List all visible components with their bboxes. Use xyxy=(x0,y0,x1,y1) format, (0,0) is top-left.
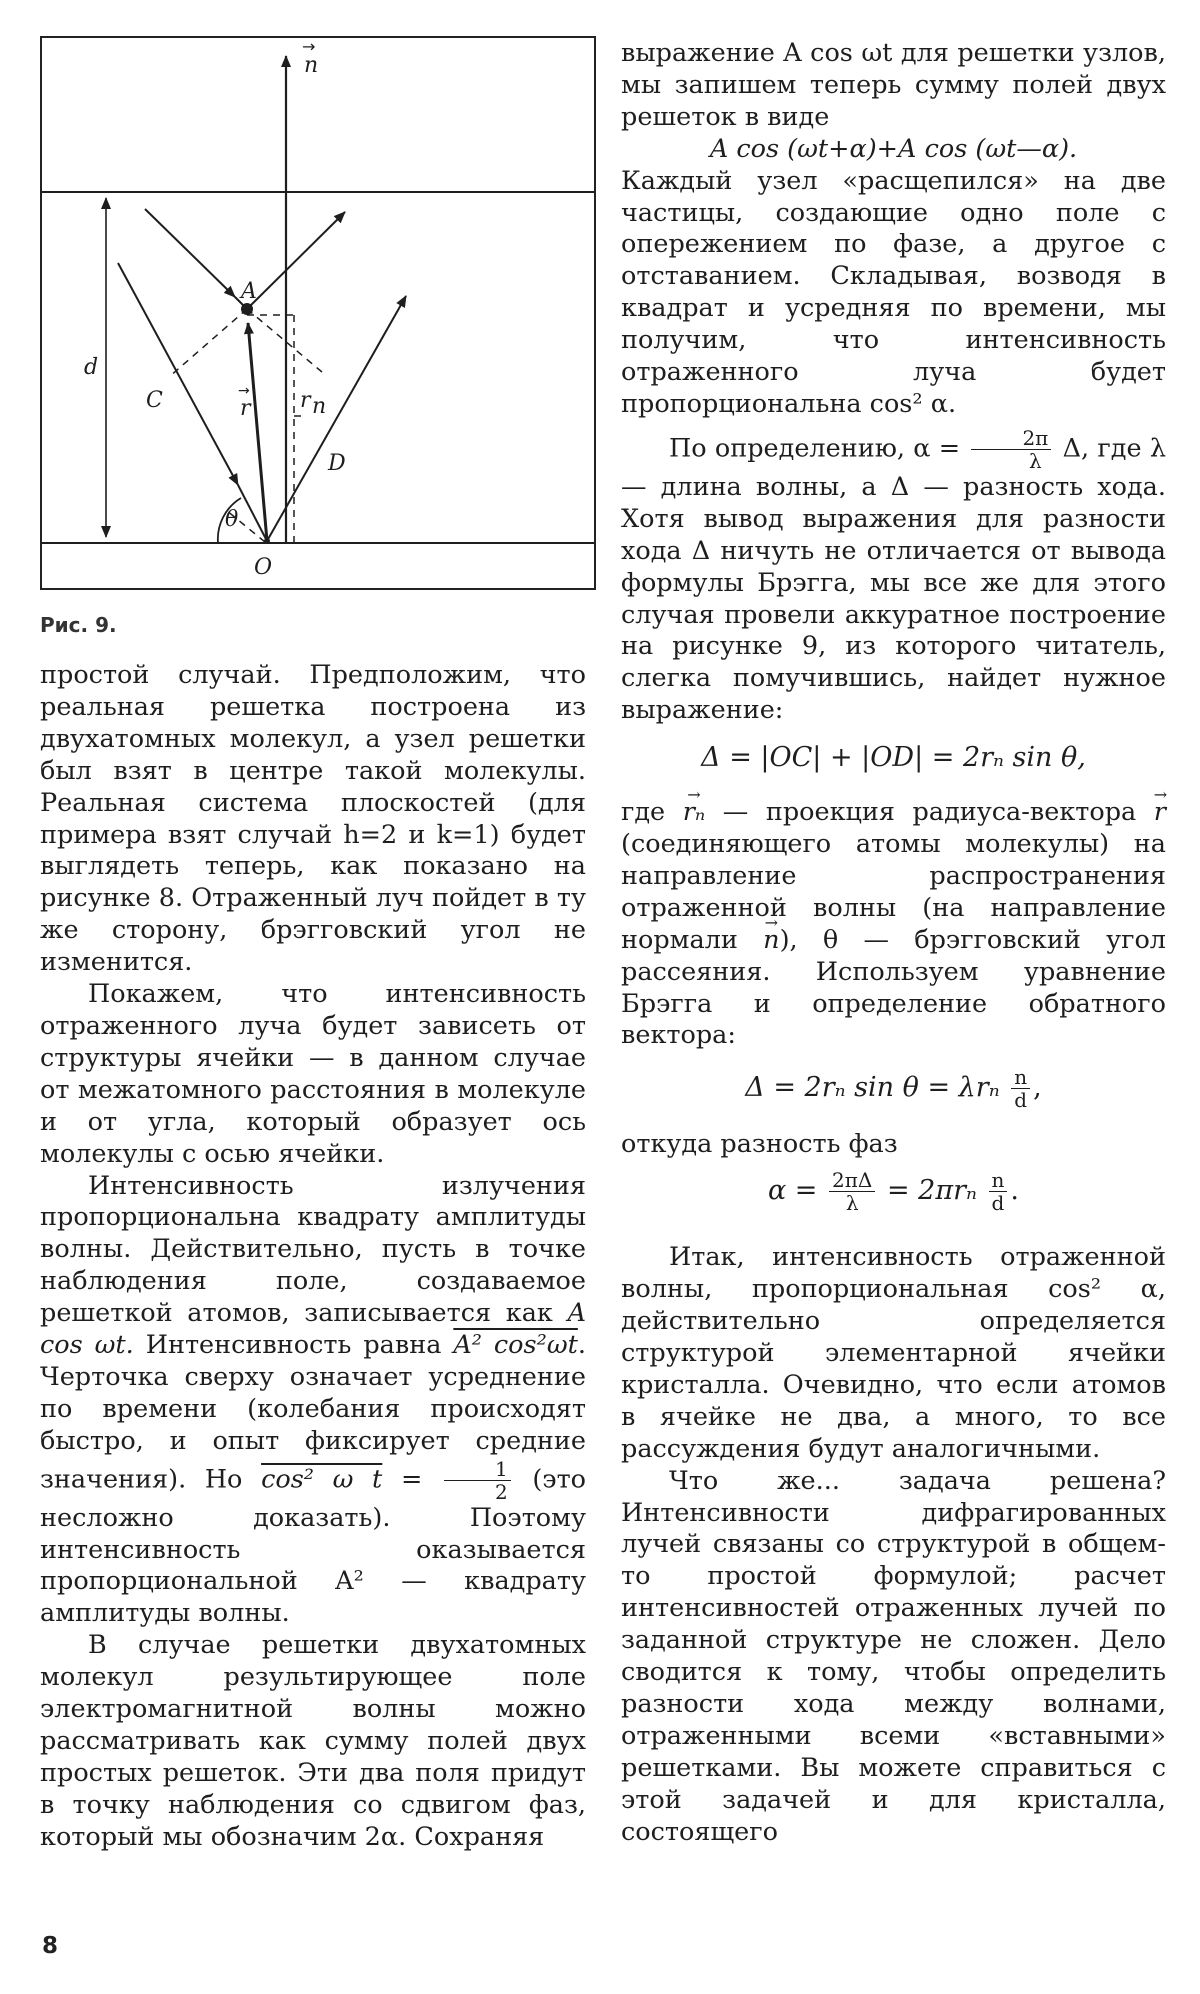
label-rn: r xyxy=(300,388,311,413)
label-o: O xyxy=(254,555,273,580)
amplitude-expr: A cos ωt. xyxy=(40,1298,586,1361)
atom-o xyxy=(264,538,270,544)
equation-path-difference: Δ = |OC| + |OD| = 2rₙ sin θ, xyxy=(701,742,1086,774)
text: Интенсивность равна xyxy=(145,1330,442,1361)
fraction-2pi-delta: $\frac{2\pi\Delta}{\lambda}$ xyxy=(829,1169,875,1214)
left-column xyxy=(40,660,586,1854)
label-c: C xyxy=(146,388,163,413)
vector-r: → r xyxy=(1154,797,1166,829)
figure-9 xyxy=(40,36,596,590)
equals: = xyxy=(400,1464,423,1495)
intensity-expr: A² cos²ωt xyxy=(453,1330,578,1361)
label-d: d xyxy=(84,355,99,380)
label-a: A xyxy=(241,279,257,304)
fraction-2pi-lambda: $\frac{2\pi}{\lambda}$ xyxy=(971,427,1051,472)
paragraph: Каждый узел «расщепился» на две частицы, создающие одно поле с опережением по фазе, а другое с отставанием. Складывая, возводя в квадрат и усредняя по времени, мы получим, что интенсивность отраженного луча будет пропорциональна cos² α. xyxy=(621,165,1166,419)
text: . Черточка сверху означает усреднение по времени (колебания происходят быстро, и опыт фиксирует средние значения). Но xyxy=(40,1330,586,1495)
vector-rn: → rₙ xyxy=(683,797,706,829)
atom-a xyxy=(241,303,253,315)
right-column xyxy=(621,38,1166,1849)
label-rn-sub: n xyxy=(312,394,327,419)
paragraph-projection: где → rₙ — проекция радиуса-вектора → r (соединяющего атомы молекулы) на направление распространения отраженной волны (на направление нормали → n), θ — брэгговский угол рассеяния. Используем уравнение Брэгга и определение обратного вектора: xyxy=(621,797,1166,1052)
equation-sum: A cos (ωt+α)+A cos (ωt—α). xyxy=(709,133,1078,164)
label-r: r xyxy=(240,396,251,421)
text: (это несложно доказать). Поэтому интенсивность оказывается пропорциональной A² — квадрату амплитуды волны. xyxy=(40,1464,587,1629)
paragraph-definition: По определению, α = $\frac{2\pi}{\lambda}$ Δ, где λ — длина волны, а Δ — разность хода. Хотя вывод выражения для разности хода Δ ничуть не отличается от вывода формулы Брэгга, мы все же для этого случая провели аккуратное построение на рисунке 9, из которого читатель, слегка помучившись, найдет нужное выражение: xyxy=(621,425,1167,726)
incident-ray-1 xyxy=(145,209,235,297)
paragraph: В случае решетки двухатомных молекул результирующее поле электромагнитной волны можно рассматривать как сумму полей двух простых решеток. Эти два поля придут в точку наблюдения со сдвигом фаз, который мы обозначим 2α. Сохраняя xyxy=(40,1630,586,1852)
paragraph: Покажем, что интенсивность отраженного луча будет зависеть от структуры ячейки — в данном случае от межатомного расстояния в молекуле и от угла, который образует ось молекулы с осью ячейки. xyxy=(40,979,586,1169)
reflected-ray-1 xyxy=(247,212,345,309)
paragraph-intensity xyxy=(40,1171,586,1631)
fraction-half: $\frac{1}{2}$ xyxy=(444,1458,511,1503)
fraction-n-d-2: $\frac{n}{d}$ xyxy=(989,1169,1008,1214)
vector-n: → n xyxy=(763,925,779,957)
svg-text:→: → xyxy=(302,38,316,56)
incident-ray-2 xyxy=(118,263,238,485)
figure-caption: Рис. 9. xyxy=(40,613,117,637)
fraction-n-d: $\frac{n}{d}$ xyxy=(1011,1066,1030,1111)
paragraph: Что же... задача решена? Интенсивности дифрагированных лучей связаны со структурой в общем-то простой формулой; расчет интенсивностей отраженных лучей по заданной структуре не сложен. Дело сводится к тому, чтобы определить разности хода между волнами, отраженными всеми «вставными» решетками. Вы можете справиться с этой задачей и для кристалла, состоящего xyxy=(621,1465,1166,1847)
svg-text:→: → xyxy=(238,383,250,399)
equation-bragg: Δ = 2rₙ sin θ = λrₙ $\frac{n}{d}$ , xyxy=(745,1065,1042,1113)
label-d-point: D xyxy=(328,451,346,476)
cos-mean-expr: cos² ω t xyxy=(261,1464,383,1495)
reflected-ray-2 xyxy=(267,296,406,541)
text: Интенсивность излучения пропорциональна квадрату амплитуды волны. Действительно, пусть в точке наблюдения поле, создаваемое решеткой атомов, записывается как xyxy=(40,1170,586,1329)
paragraph: Итак, интенсивность отраженной волны, пропорциональная cos² α, действительно определяется структурой элементарной ячейки кристалла. Очевидно, что если атомов в ячейке не два, а много, то все рассуждения будут аналогичными. xyxy=(621,1242,1166,1464)
construction-dashed-lines xyxy=(169,309,322,543)
equation-phase: α = $\frac{2\pi\Delta}{\lambda}$ = 2πrₙ $\frac{n}{d}$ . xyxy=(767,1168,1019,1216)
paragraph: откуда разность фаз xyxy=(621,1129,898,1160)
page-number: 8 xyxy=(42,1933,59,1959)
label-theta: θ xyxy=(225,507,239,532)
paragraph: простой случай. Предположим, что реальная решетка построена из двухатомных молекул, а узел решетки был взят в центре такой молекулы. Реальная система плоскостей (для примера взят случай h=2 и k=1) будет выглядеть теперь, как показано на рисунке 8. Отраженный луч пойдет в ту же сторону, брэгговский угол не изменится. xyxy=(40,660,586,978)
label-n: n xyxy=(304,53,319,78)
paragraph: выражение A cos ωt для решетки узлов, мы запишем теперь сумму полей двух решеток в виде xyxy=(621,38,1166,132)
bragg-diagram xyxy=(42,38,594,588)
